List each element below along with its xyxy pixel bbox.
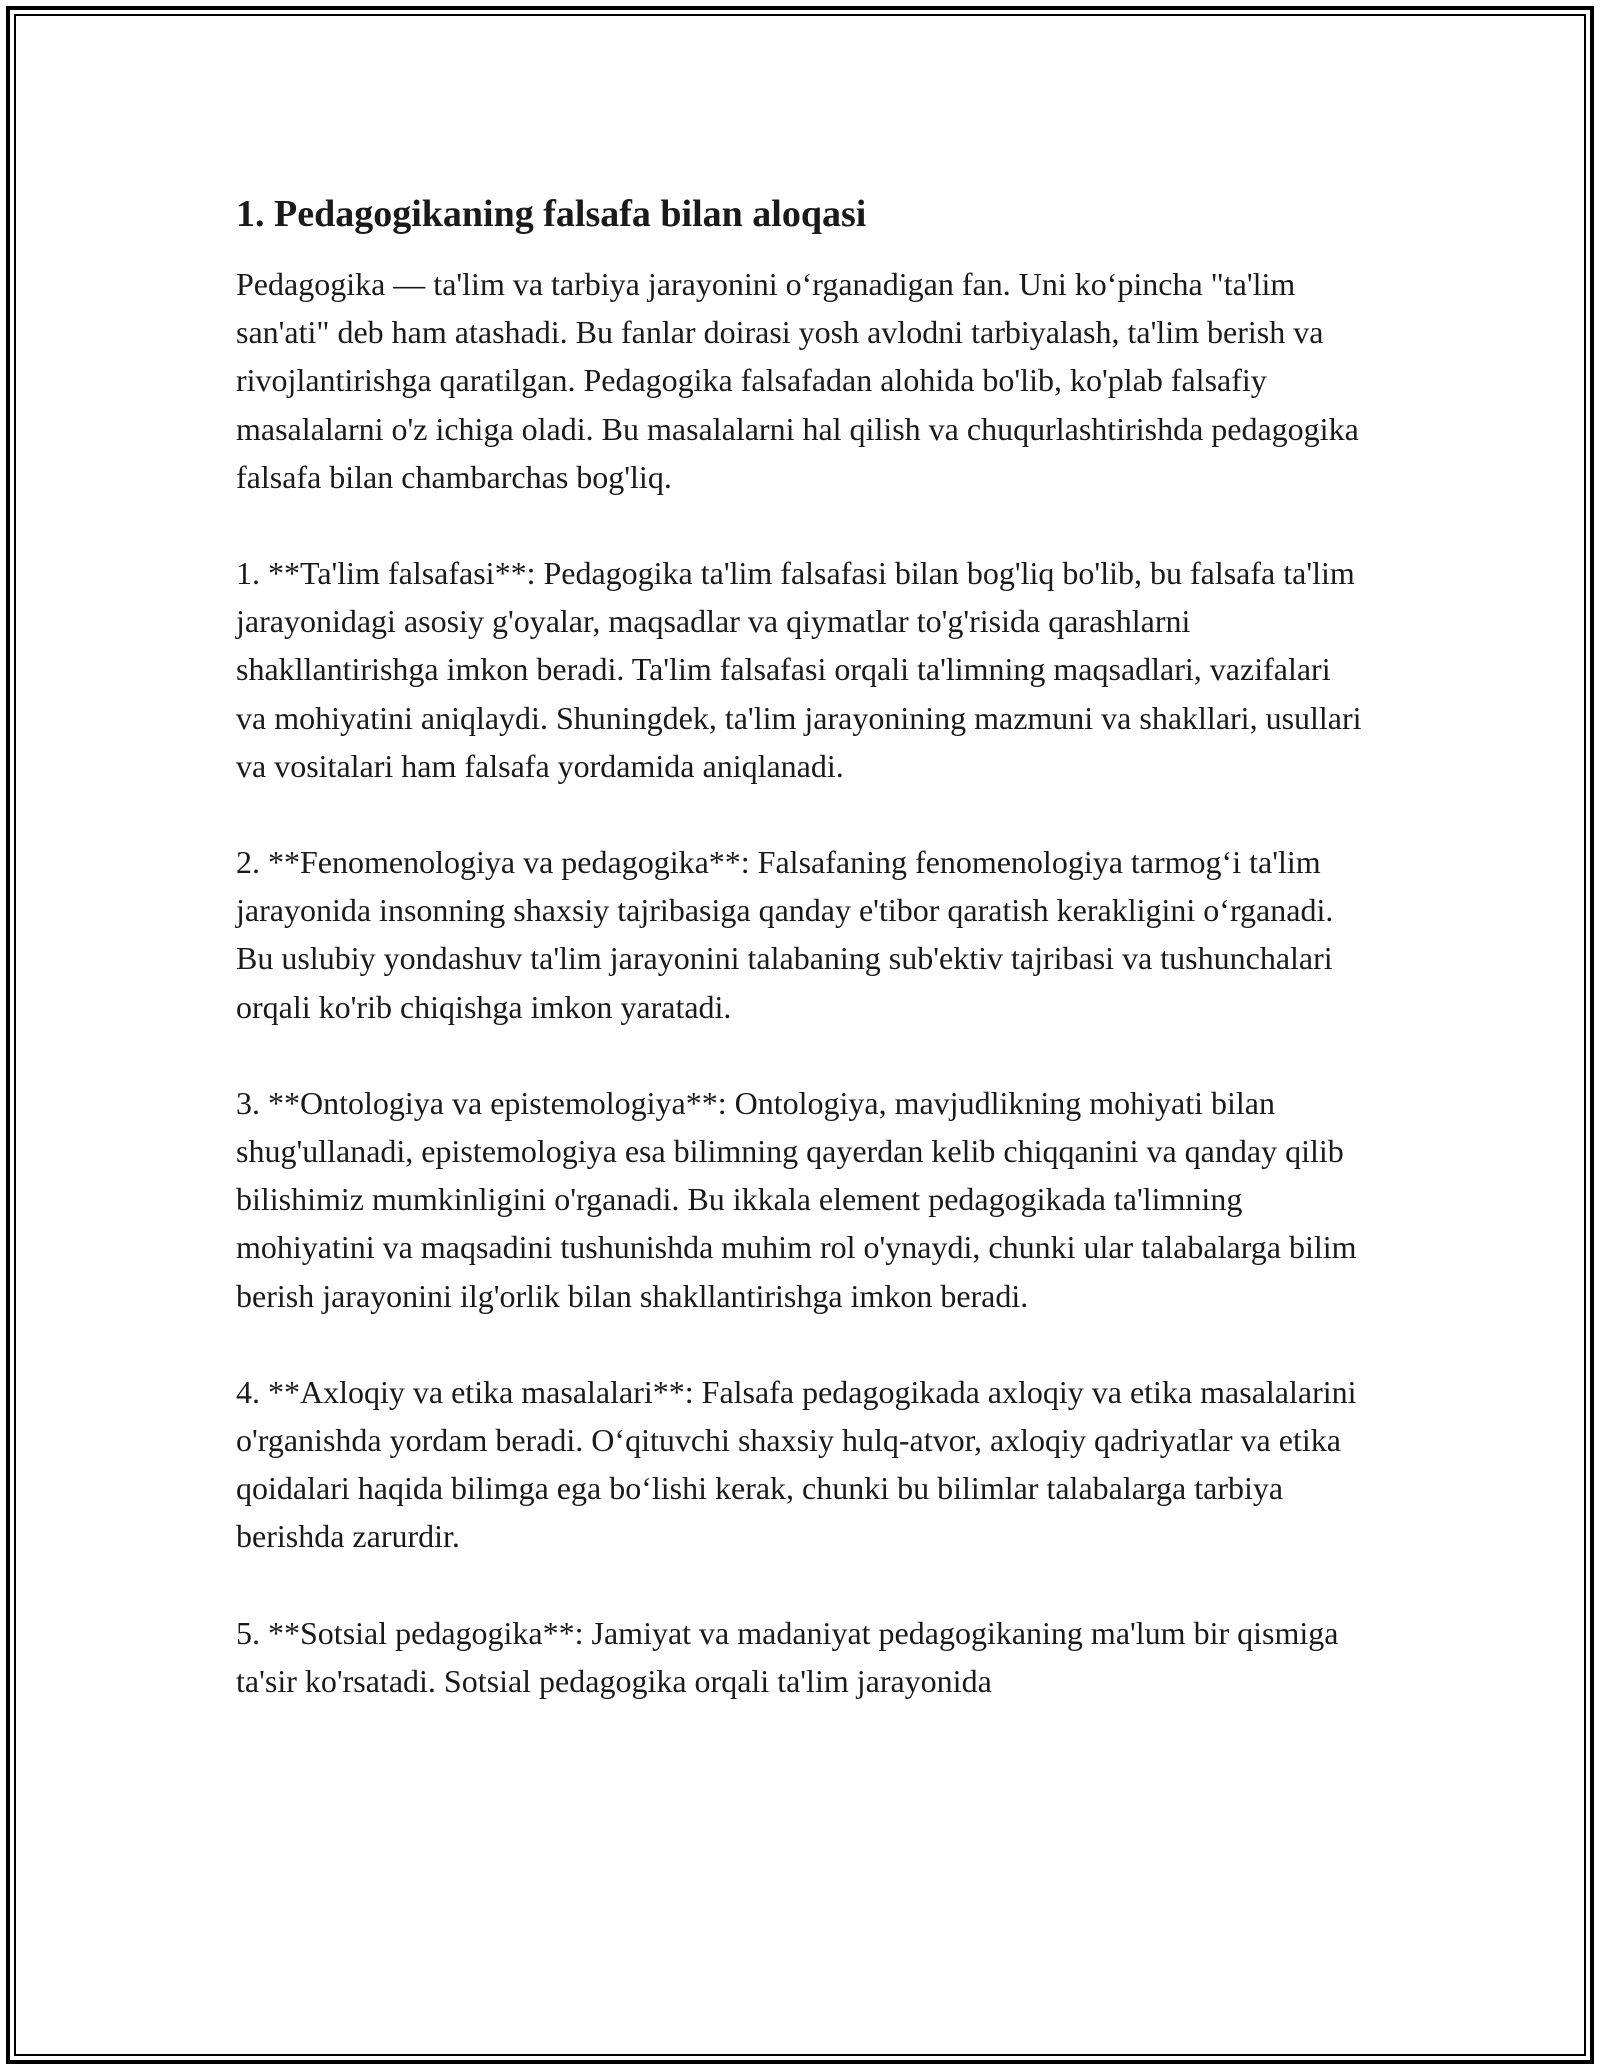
paragraph-sotsial-pedagogika: 5. **Sotsial pedagogika**: Jamiyat va madaniyat pedagogikaning ma'lum bir qismiga ta'sir ko'rsatadi. Sotsial pedagogika orqali ta'lim jarayonida	[236, 1614, 1339, 1699]
paragraph-ontologiya: 3. **Ontologiya va epistemologiya**: Ontologiya, mavjudlikning mohiyati bilan shug'ullanadi, epistemologiya esa bilimning qayerdan kelib chiqqanini va qanday qilib bilishimiz mumkinligini o'rganadi. Bu ikkala element pedagogikada ta'limning mohiyatini va maqsadini tushunishda muhim rol o'ynaydi, chunki ular talabalarga bilim berish jarayonini ilg'orlik bilan shakllantirishga imkon beradi.	[236, 1084, 1357, 1314]
intro-paragraph: Pedagogika — ta'lim va tarbiya jarayonini o‘rganadigan fan. Uni ko‘pincha "ta'lim san'ati" deb ham atashadi. Bu fanlar doirasi yosh avlodni tarbiyalash, ta'lim berish va rivojlantirishga qaratilgan. Pedagogika falsafadan alohida bo'lib, ko'plab falsafiy masalalarni o'z ichiga oladi. Bu masalalarni hal qilish va chuqurlashtirishda pedagogika falsafa bilan chambarchas bog'liq.	[236, 266, 1359, 495]
document-body	[236, 190, 1366, 1705]
paragraph-axloqiy-etika: 4. **Axloqiy va etika masalalari**: Falsafa pedagogikada axloqiy va etika masalalarini o'rganishda yordam beradi. O‘qituvchi shaxsiy hulq-atvor, axloqiy qadriyatlar va etika qoidalari haqida bilimga ega bo‘lishi kerak, chunki bu bilimlar talabalarga tarbiya berishda zarurdir.	[236, 1373, 1357, 1555]
paragraph-fenomenologiya: 2. **Fenomenologiya va pedagogika**: Falsafaning fenomenologiya tarmog‘i ta'lim jarayonida insonning shaxsiy tajribasiga qanday e'tibor qaratish kerakligini o‘rganadi. Bu uslubiy yondashuv ta'lim jarayonini talabaning sub'ektiv tajribasi va tushunchalari orqali ko'rib chiqishga imkon yaratadi.	[236, 844, 1334, 1025]
paragraph-talim-falsafasi: 1. **Ta'lim falsafasi**: Pedagogika ta'lim falsafasi bilan bog'liq bo'lib, bu falsafa ta'lim jarayonidagi asosiy g'oyalar, maqsadlar va qiymatlar to'g'risida qarashlarni shakllantirishga imkon beradi. Ta'lim falsafasi orqali ta'limning maqsadlari, vazifalari va mohiyatini aniqlaydi. Shuningdek, ta'lim jarayonining mazmuni va shakllari, usullari va vositalari ham falsafa yordamida aniqlanadi.	[236, 555, 1362, 784]
document-title: 1. Pedagogikaning falsafa bilan aloqasi	[236, 193, 867, 235]
